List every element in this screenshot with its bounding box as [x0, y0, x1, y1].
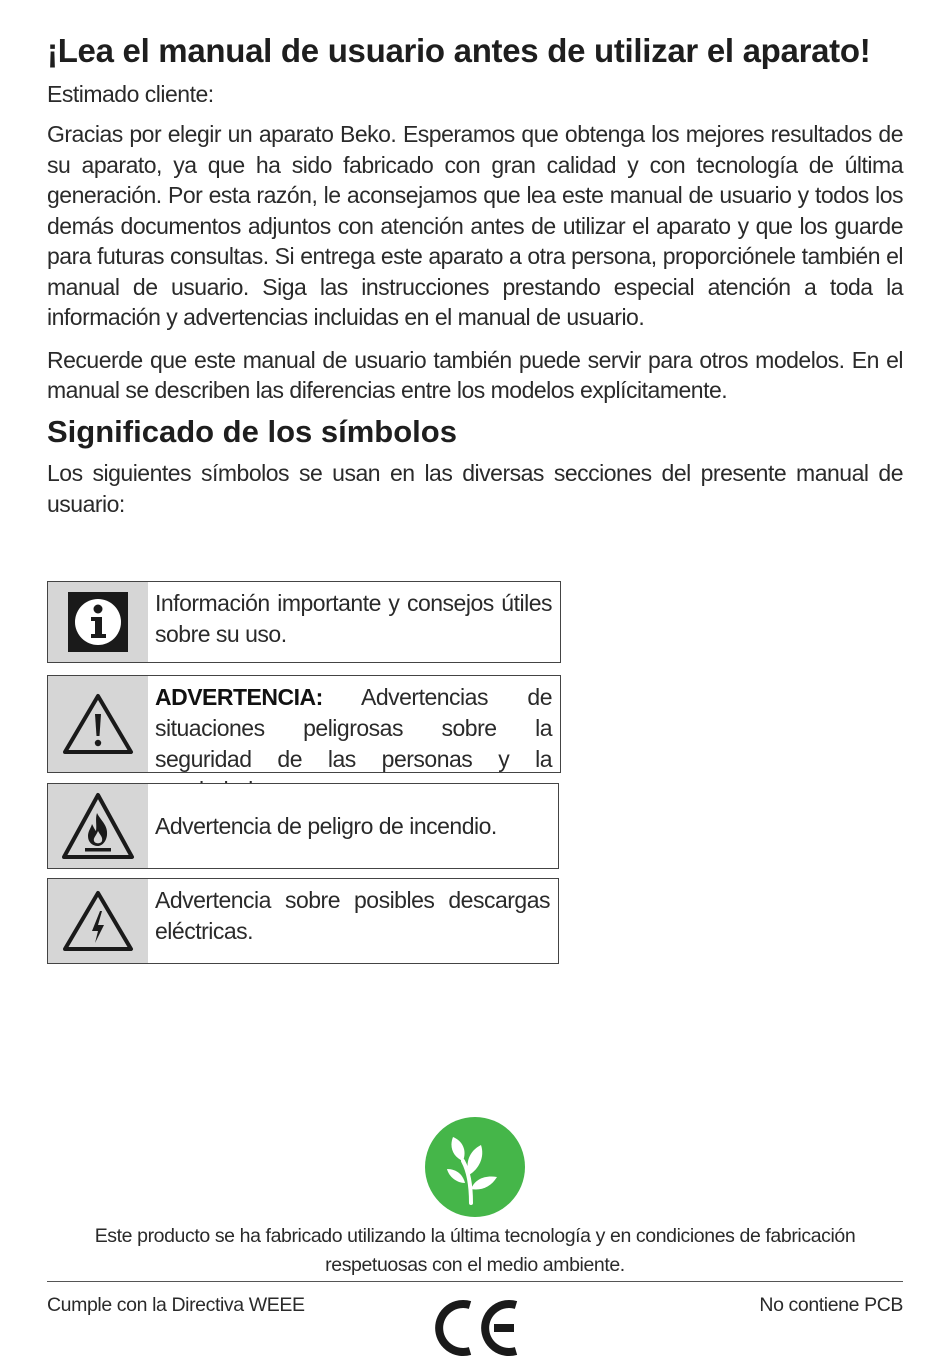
weee-compliance: Cumple con la Directiva WEEE [47, 1294, 305, 1316]
symbols-intro: Los siguientes símbolos se usan en las diversas secciones del presente manual de usuario: [47, 460, 903, 517]
pcb-statement: No contiene PCB [759, 1294, 903, 1316]
warning-icon [48, 676, 148, 772]
footer-divider [47, 1281, 903, 1282]
eco-leaf-icon [425, 1117, 525, 1217]
symbol-text-fire: Advertencia de peligro de incendio. [155, 812, 497, 839]
info-icon [48, 582, 148, 662]
ce-mark-icon [432, 1297, 520, 1359]
symbol-row-fire [47, 783, 559, 869]
symbols-heading: Significado de los símbolos [47, 413, 457, 449]
symbol-text-electric: Advertencia sobre posibles descargas eléctricas. [155, 887, 550, 944]
intro-paragraph: Gracias por elegir un aparato Beko. Esperamos que obtenga los mejores resultados de su aparato, ya que ha sido fabricado con gran calidad y con tecnología de última generación. Por esta razón, le aconsejamos que lea este manual de usuario y todos los demás documentos adjuntos con atención antes de utilizar el aparato y que los guarde para futuras consultas. Si entrega este aparato a otra persona, proporciónele también el manual de usuario. Siga las instrucciones prestando especial atención a toda la información y advertencias incluidas en el manual de usuario. [47, 121, 903, 331]
page-title: ¡Lea el manual de usuario antes de utilizar el aparato! [47, 32, 871, 69]
reminder-paragraph: Recuerde que este manual de usuario también puede servir para otros modelos. En el manual se describen las diferencias entre los modelos explícitamente. [47, 346, 903, 404]
warning-label: ADVERTENCIA: [155, 684, 323, 710]
fire-hazard-icon [48, 784, 148, 868]
symbol-text-info: Información importante y consejos útiles sobre su uso. [155, 590, 552, 647]
eco-statement: Este producto se ha fabricado utilizando la última tecnología y en condiciones de fabricación respetuosas con el medio ambiente. [94, 1225, 856, 1276]
symbol-row-electric [47, 878, 559, 964]
electric-shock-icon [48, 879, 148, 963]
symbol-text-warning: ADVERTENCIA: Advertencias de situaciones peligrosas sobre la seguridad de las personas y la [155, 684, 552, 772]
symbol-row-warning [47, 675, 561, 773]
main-content [47, 30, 903, 519]
symbol-row-info [47, 581, 561, 663]
greeting: Estimado cliente: [47, 80, 214, 107]
